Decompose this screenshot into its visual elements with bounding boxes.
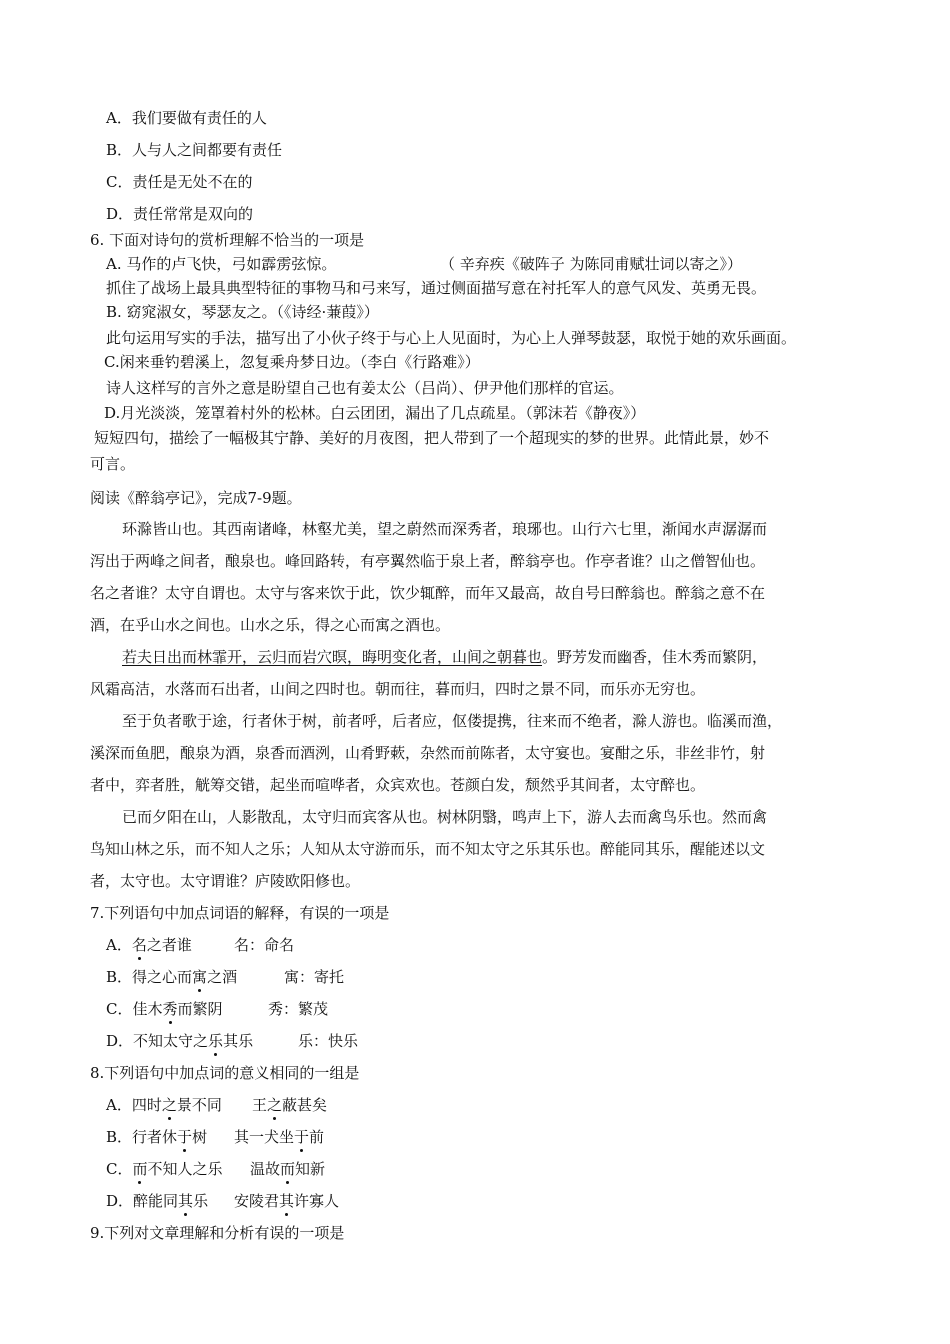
q5-option-b: B．人与人之间都要有责任	[106, 141, 283, 159]
passage-p1-line-1: 环滁皆山也。其西南诸峰，林壑尤美，望之蔚然而深秀者，琅琊也。山行六七里，渐闻水声潺潺而	[122, 520, 768, 538]
q7-option-a	[106, 935, 192, 955]
text: 王	[252, 1096, 268, 1114]
q8-option-b	[106, 1127, 207, 1147]
q5-option-c: C．责任是无处不在的	[106, 173, 253, 191]
text: 四时	[131, 1096, 162, 1114]
dotted-word: 之	[267, 1096, 283, 1114]
dotted-word: 乐	[208, 1032, 224, 1050]
option-letter: B．	[106, 1128, 133, 1146]
option-letter: D．	[106, 1032, 134, 1050]
text: 其乐	[223, 1032, 254, 1050]
dotted-word: 秀	[162, 1000, 178, 1018]
dotted-word: 而	[280, 1160, 296, 1178]
passage-p4-line-2: 鸟知山林之乐，而不知人之乐；人知从太守游而乐，而不知太守之乐其乐也。醉能同其乐，醒能述以文	[90, 840, 766, 858]
option-letter: B．	[106, 968, 133, 986]
q7-option-d	[106, 1031, 253, 1051]
text: 其一犬坐	[234, 1128, 295, 1146]
dotted-word: 寓	[192, 968, 208, 986]
q6-option-b: B. 窈窕淑女，琴瑟友之。（《诗经·蒹葭》）	[106, 303, 379, 321]
text: 不知太守之	[133, 1032, 209, 1050]
text: 知新	[295, 1160, 326, 1178]
q6-stem: 6. 下面对诗句的赏析理解不恰当的一项是	[90, 231, 365, 249]
dotted-word: 而	[132, 1160, 148, 1178]
dotted-word: 之	[161, 1096, 177, 1114]
q6-option-d-analysis-2: 可言。	[90, 455, 136, 473]
q6-option-a: A. 马作的卢飞快，弓如霹雳弦惊。	[106, 255, 337, 273]
text: 温故	[250, 1160, 281, 1178]
q8-option-c	[106, 1159, 223, 1179]
dotted-word: 其	[279, 1192, 295, 1210]
q8-option-b-compare	[234, 1127, 324, 1147]
q7-option-c	[106, 999, 223, 1019]
passage-p2-line-2: 风霜高洁，水落而石出者，山间之四时也。朝而往，暮而归，四时之景不同，而乐亦无穷也。	[90, 680, 706, 698]
q6-option-d-analysis-1: 短短四句，描绘了一幅极其宁静、美好的月夜图，把人带到了一个超现实的梦的世界。此情此景，妙不	[94, 429, 770, 447]
underlined-sentence: 若夫日出而林霏开，云归而岩穴暝，晦明变化者，山间之朝暮也	[122, 648, 543, 666]
text: 得之心而	[132, 968, 193, 986]
option-letter: D．	[106, 1192, 134, 1210]
text: 景不同	[176, 1096, 222, 1114]
text: 乐	[193, 1192, 209, 1210]
text: 行者休	[132, 1128, 178, 1146]
text: 树	[192, 1128, 208, 1146]
q7-option-a-gloss: 名：命名	[234, 936, 295, 954]
q6-option-c: C.闲来垂钓碧溪上，忽复乘舟梦日边。（李白《行路难》）	[104, 353, 480, 371]
passage-p1-line-4: 酒，在乎山水之间也。山水之乐，得之心而寓之酒也。	[90, 616, 451, 634]
passage-p1-line-2: 泻出于两峰之间者，酿泉也。峰回路转，有亭翼然临于泉上者，醉翁亭也。作亭者谁？山之僧智仙也。	[90, 552, 766, 570]
q8-stem: 8.下列语句中加点词的意义相同的一组是	[90, 1064, 360, 1082]
q5-option-a: A．我们要做有责任的人	[106, 109, 267, 127]
text: 之酒	[207, 968, 238, 986]
q7-option-b	[106, 967, 237, 987]
passage-p3-line-1: 至于负者歌于途，行者休于树，前者呼，后者应，伛偻提携，往来而不绝者，滁人游也。临溪而渔，	[122, 712, 783, 730]
passage-p4-line-3: 者，太守也。太守谓谁？庐陵欧阳修也。	[90, 872, 361, 890]
q9-stem: 9.下列对文章理解和分析有误的一项是	[90, 1224, 345, 1242]
q5-option-d: D．责任常常是双向的	[106, 205, 254, 223]
passage-p1-line-3: 名之者谁？太守自谓也。太守与客来饮于此，饮少辄醉，而年又最高，故自号曰醉翁也。醉翁之意不在	[90, 584, 766, 602]
text: 而繁阴	[177, 1000, 223, 1018]
dotted-word: 于	[294, 1128, 310, 1146]
text: 蔽甚矣	[282, 1096, 328, 1114]
reading-intro: 阅读《醉翁亭记》，完成7-9题。	[90, 489, 302, 507]
text: 之者谁	[146, 936, 192, 954]
passage-p2-rest: 。野芳发而幽香，佳木秀而繁阴，	[542, 648, 768, 666]
passage-p4-line-1: 已而夕阳在山，人影散乱，太守归而宾客从也。树林阴翳，鸣声上下，游人去而禽鸟乐也。然而禽	[122, 808, 768, 826]
option-letter: C．	[106, 1160, 133, 1178]
text: 不知人之乐	[147, 1160, 223, 1178]
q6-option-c-analysis: 诗人这样写的言外之意是盼望自己也有姜太公（吕尚）、伊尹他们那样的官运。	[106, 379, 624, 397]
q8-option-a-compare	[252, 1095, 327, 1115]
passage-p3-line-3: 者中，弈者胜，觥筹交错，起坐而喧哗者，众宾欢也。苍颜白发，颓然乎其间者，太守醉也。	[90, 776, 706, 794]
q8-option-c-compare	[250, 1159, 325, 1179]
passage-p2-line-1	[122, 647, 767, 667]
q7-option-d-gloss: 乐：快乐	[298, 1032, 359, 1050]
text: 佳木	[132, 1000, 163, 1018]
dotted-word: 其	[178, 1192, 194, 1210]
option-letter: A．	[106, 936, 132, 954]
q7-option-c-gloss: 秀：繁茂	[268, 1000, 329, 1018]
text: 许寡人	[294, 1192, 340, 1210]
q6-option-a-analysis: 抓住了战场上最具典型特征的事物马和弓来写，通过侧面描写意在衬托军人的意气风发、英勇无畏。	[106, 279, 767, 297]
option-letter: C．	[106, 1000, 133, 1018]
q7-option-b-gloss: 寓：寄托	[284, 968, 345, 986]
option-letter: A．	[106, 1096, 132, 1114]
q6-option-a-source: （ 辛弃疾《破阵子 为陈同甫赋壮词以寄之》）	[440, 255, 743, 273]
text: 前	[309, 1128, 325, 1146]
dotted-word: 于	[177, 1128, 193, 1146]
q8-option-d-compare	[234, 1191, 339, 1211]
dotted-word: 名	[131, 936, 147, 954]
passage-p3-line-2: 溪深而鱼肥，酿泉为酒，泉香而酒洌，山肴野蔌，杂然而前陈者，太守宴也。宴酣之乐，非丝非竹，射	[90, 744, 766, 762]
q6-option-d: D.月光淡淡，笼罩着村外的松林。白云团团，漏出了几点疏星。（郭沫若《静夜》）	[104, 404, 646, 422]
q6-option-b-analysis: 此句运用写实的手法，描写出了小伙子终于与心上人见面时，为心上人弹琴鼓瑟，取悦于她的欢乐画面。	[106, 329, 797, 347]
text: 安陵君	[234, 1192, 280, 1210]
text: 醉能同	[133, 1192, 179, 1210]
q8-option-d	[106, 1191, 208, 1211]
q7-stem: 7.下列语句中加点词语的解释，有误的一项是	[90, 904, 390, 922]
q8-option-a	[106, 1095, 222, 1115]
